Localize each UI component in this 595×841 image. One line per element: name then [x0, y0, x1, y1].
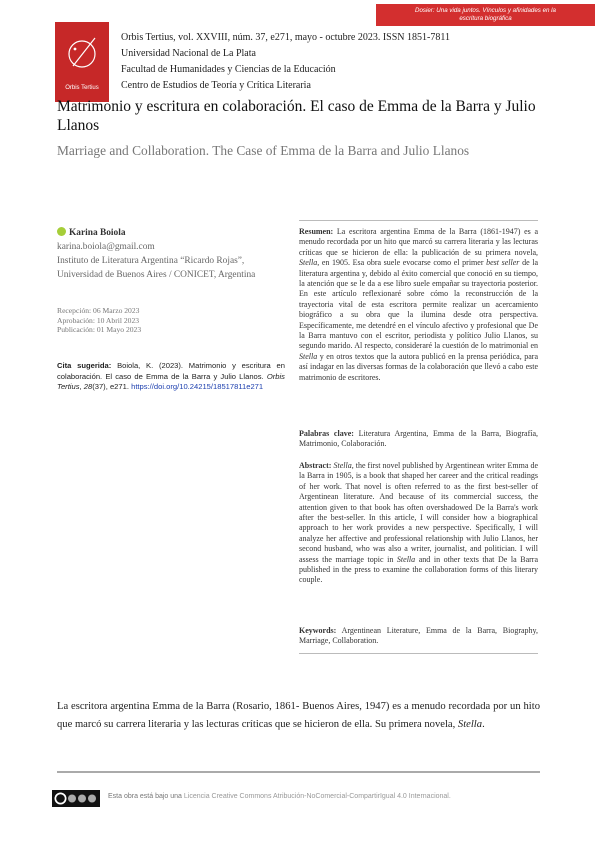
license-link[interactable]: Licencia Creative Commons Atribución-NoComercial-CompartirIgual 4.0 Internacional. — [183, 793, 451, 800]
palabras-clave-block — [299, 429, 538, 450]
journal-logo — [55, 22, 109, 102]
dossier-banner — [376, 4, 595, 26]
license-prefix: Esta obra está bajo una — [108, 793, 182, 800]
palabras-text: Literatura Argentina, Emma de la Barra, Biografía, Matrimonio, Colaboración. — [299, 429, 539, 449]
header-line1: Orbis Tertius, vol. XXVIII, núm. 37, e271, mayo - octubre 2023. ISSN 1851-7811 — [121, 32, 450, 43]
author-affiliation2: Universidad de Buenos Aires / CONICET, Argentina — [57, 270, 256, 280]
license-text — [108, 793, 451, 800]
suggested-citation — [57, 361, 285, 393]
body-stella: Stella — [457, 719, 483, 730]
citation-journal: Orbis Tertius — [57, 371, 285, 392]
resumen-text-2: , en 1905. Esa obra suele evocarse como el primer — [317, 258, 484, 268]
citation-doi-link[interactable]: https://doi.org/10.24215/18517811e271 — [131, 382, 264, 392]
resumen-bestseller: best seller — [486, 258, 520, 268]
citation-issue: (37), — [92, 382, 108, 392]
body-end: . — [482, 719, 485, 730]
body-text: La escritora argentina Emma de la Barra (Rosario, 1861- Buenos Aires, 1947) es a menudo recordada por un hito que marcó su carrera literaria y las lecturas críticas que se hicieron de ella. Su primera novela, — [57, 701, 540, 730]
author-block — [57, 226, 287, 282]
divider-top — [299, 220, 538, 221]
title-spanish: Matrimonio y escritura en colaboración. El caso de Emma de la Barra y Julio Llanos — [57, 98, 536, 134]
body-paragraph — [57, 698, 540, 734]
dates-block — [57, 306, 141, 335]
abstract-stella-2: Stella — [396, 554, 416, 564]
resumen-text-3: de la literatura argentina y, debido al éxito comercial que conoció en su tiempo, la atención que se le da a ese libro suele empañar su trayectoria posterior. En este artículo reflexionaré sobre cómo la reconstrucción de la trayectoria vital de esta escritora permite realizar un acercamiento biográfico a su obra que la ilumina desde otra perspectiva. Específicamente, me detendré en el vínculo afectivo y profesional que De la Barra mantuvo con el escritor, periodista y político Julio Llanos, su segundo marido. Al respecto, consideraré la cuestión de lo matrimonial en — [299, 258, 539, 351]
title-english: Marriage and Collaboration. The Case of Emma de la Barra and Julio Llanos — [57, 143, 470, 158]
keywords-block — [299, 626, 538, 647]
citation-label: Cita sugerida: — [57, 361, 112, 370]
citation-volume: 28 — [83, 382, 93, 392]
creative-commons-badge-icon[interactable] — [52, 790, 100, 807]
author-email[interactable]: karina.boiola@gmail.com — [57, 242, 155, 252]
orcid-icon[interactable] — [57, 227, 66, 236]
logo-text: Orbis Tertius — [65, 85, 99, 91]
abstract-text-2: and in other texts that De la Barra published in the press to examine the collaboration forms of this literary couple. — [299, 554, 539, 585]
resumen-text-4: y en otros textos que la autora publicó en la prensa periódica, para así indagar en las diversas formas de la colaboración que llevó a cabo este matrimonio de escritores. — [299, 351, 538, 382]
resumen-block — [299, 227, 538, 383]
divider-bottom — [299, 653, 538, 654]
resumen-stella-1: Stella — [299, 258, 318, 268]
palabras-label: Palabras clave: — [299, 429, 354, 438]
header-line3: Facultad de Humanidades y Ciencias de la Educación — [121, 64, 336, 75]
date-approved: Aprobación: 10 Abril 2023 — [57, 315, 140, 325]
resumen-stella-2: Stella — [299, 351, 318, 361]
citation-article: e271. — [109, 382, 129, 392]
abstract-text-1: , the first novel published by Argentinean writer Emma de la Barra in 1905, is a book that shaped her career and the critical readings of her work. That novel is often referred to as the first best-seller of Argentinean literature. And because of its commercial success, the attention given to that book has often overshadowed De la Barra's work after the best-seller. In this article, I will consider how a biographical approach to her work provides a new perspective. Specifically, I will analyze her affective and professional relationship with Julio Llanos, her second husband, who was also a writer, journalist, and politician. I will assess the marriage topic in — [299, 461, 538, 564]
abstract-label: Abstract: — [299, 461, 332, 470]
abstract-stella-1: Stella — [333, 461, 352, 470]
author-affiliation1: Instituto de Literatura Argentina “Ricardo Rojas”, — [57, 256, 245, 266]
date-received: Recepción: 06 Marzo 2023 — [57, 306, 140, 315]
journal-header — [121, 30, 450, 94]
citation-sep: , — [79, 382, 84, 392]
header-line2: Universidad Nacional de La Plata — [121, 48, 256, 59]
resumen-label: Resumen: — [299, 227, 334, 236]
date-published: Publicación: 01 Mayo 2023 — [57, 325, 142, 335]
dossier-line1: Dosier: Una vida juntos. Vínculos y afinidades en la — [414, 7, 557, 14]
header-line4: Centro de Estudios de Teoría y Crítica Literaria — [121, 80, 311, 91]
abstract-block — [299, 461, 538, 586]
citation-text: Boiola, K. (2023). Matrimonio y escritura en colaboración. El caso de Emma de la Barra y Julio Llanos. — [57, 361, 285, 381]
dossier-line2: escritura biográfica — [459, 15, 512, 22]
footer-rule — [57, 771, 540, 773]
author-name: Karina Boiola — [69, 228, 126, 238]
keywords-text: Argentinean Literature, Emma de la Barra, Biography, Marriage, Collaboration. — [299, 626, 539, 646]
resumen-text-1: La escritora argentina Emma de la Barra (1861-1947) es a menudo recordada por un hito que marcó su carrera literaria y las lecturas críticas que se hicieron de ella: la publicación de su primera novela, — [299, 227, 538, 257]
keywords-label: Keywords: — [299, 626, 337, 635]
